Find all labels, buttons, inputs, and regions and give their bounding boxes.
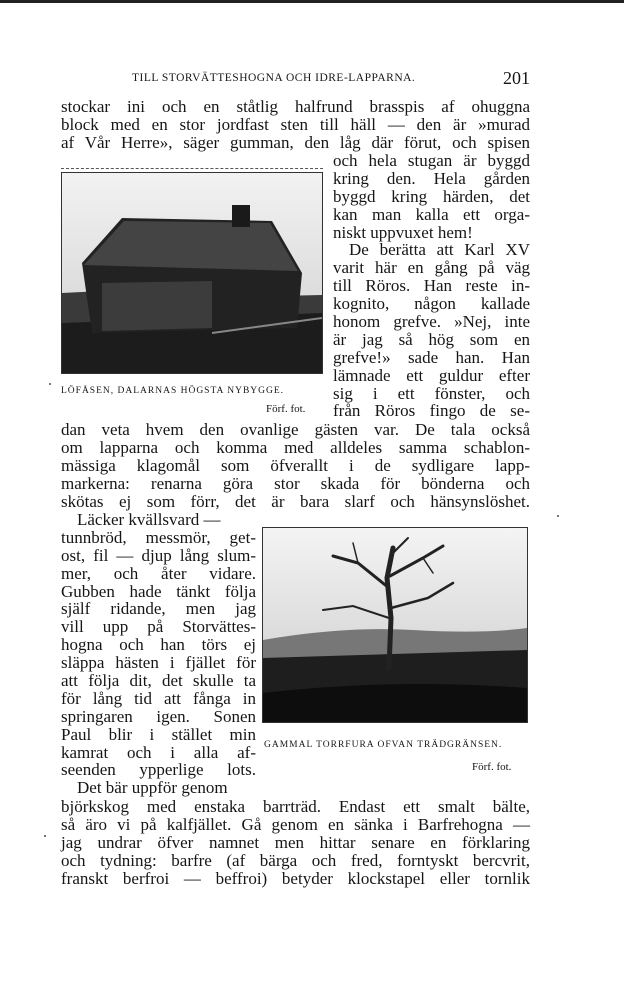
figure2-caption: GAMMAL TORRFURA OFVAN TRÄDGRÄNSEN. — [264, 740, 503, 750]
text-line: björkskog med enstaka barrträd. Endast ett smalt bälte, — [61, 797, 530, 816]
paragraph-bottom — [61, 798, 530, 887]
text-line: för lång tid att fånga in — [61, 688, 256, 708]
text-line: seenden ypperlige lots. — [61, 760, 256, 780]
text-line: så äro vi på kalfjället. Gå genom en sänka i Barfrehogna — — [61, 814, 530, 834]
paragraph-left-column — [61, 511, 256, 797]
text-line: mer, och åter vidare. — [61, 563, 256, 583]
text-line: skötas ej som förr, det är bara slarf och hänsynslöshet. — [61, 491, 530, 511]
text-line: franskt berfroi — beffroi) betyder klockstapel eller tornlik — [61, 868, 530, 888]
text-line: själf ridande, men jag — [61, 599, 256, 619]
figure2-photo-dead-pine — [262, 527, 528, 723]
figure1-caption: LÖFÅSEN, DALARNAS HÖGSTA NYBYGGE. — [61, 386, 285, 396]
text-line: block med en stor jordfast sten till häll — den är »murad — [61, 114, 530, 134]
text-line: Paul blir i stället min — [61, 724, 256, 744]
text-line: vill upp på Storvättes- — [61, 617, 256, 637]
text-line: kring den. Hela gården — [333, 168, 530, 188]
scan-edge-line — [0, 0, 624, 3]
text-line: ost, fil — djup lång slum- — [61, 545, 256, 565]
text-line: grefve!» sade han. Han — [333, 347, 530, 367]
text-line: sig i ett fönster, och — [333, 383, 530, 403]
paragraph-right-column — [333, 152, 530, 420]
figure1-photo-cabin — [61, 172, 323, 374]
text-line: kognito, någon kallade — [333, 294, 530, 314]
figure1-top-rule — [61, 168, 323, 169]
text-line: byggd kring härden, det — [333, 186, 530, 206]
text-line: stockar ini och en ståtlig halfrund brasspis af ohuggna — [61, 97, 530, 116]
text-line: af Vår Herre», säger gumman, den låg där förut, och spisen — [61, 132, 530, 152]
text-line: till Röros. Han reste in- — [333, 276, 530, 296]
text-line: kamrat och i alla af- — [61, 742, 256, 762]
text-line: hogna och han törs ej — [61, 635, 256, 655]
text-line: mässiga klagomål som öfverallt i de sydligare lapp- — [61, 455, 530, 475]
text-line: kan man kalla ett orga- — [333, 204, 530, 224]
scan-speck — [49, 383, 51, 385]
text-line: dan veta hvem den ovanlige gästen var. De tala också — [61, 420, 530, 439]
text-line: varit här en gång på väg — [333, 258, 530, 278]
figure1-credit: Förf. fot. — [266, 403, 306, 415]
text-line: niskt uppvuxet hem! — [333, 222, 473, 242]
scan-speck — [44, 835, 46, 837]
text-line: De berätta att Karl XV — [349, 240, 530, 260]
text-line: honom grefve. »Nej, inte — [333, 312, 530, 332]
paragraph-top — [61, 98, 530, 152]
text-line: och hela stugan är byggd — [333, 151, 530, 170]
text-line: är jag så hög som en — [333, 329, 530, 349]
running-title: TILL STORVÄTTESHOGNA OCH IDRE-LAPPARNA. — [132, 72, 416, 84]
text-line: markerna: renarna göra stor skada för bönderna och — [61, 473, 530, 493]
text-line: från Röros fingo de se- — [333, 401, 530, 421]
text-line: tunnbröd, messmör, get- — [61, 527, 256, 547]
scan-speck — [557, 515, 559, 517]
page-number: 201 — [503, 68, 530, 88]
text-line: Läcker kvällsvard — — [77, 510, 221, 529]
text-line: jag undrar öfver namnet men hittar senare en förklaring — [61, 832, 530, 852]
text-line: att följa dit, det skulle ta — [61, 671, 256, 691]
text-line: om lapparna och komma med alldeles samma schablon- — [61, 437, 530, 457]
paragraph-middle — [61, 421, 530, 510]
text-line: släppa hästen i fjället för — [61, 653, 256, 673]
text-line: springaren igen. Sonen — [61, 706, 256, 726]
text-line: Det bär uppför genom — [77, 778, 228, 798]
text-line: lämnade ett guldur efter — [333, 365, 530, 385]
text-line: och tydning: barfre (af bärga och fred, forntyskt bercvrit, — [61, 850, 530, 870]
figure2-credit: Förf. fot. — [472, 761, 512, 773]
text-line: Gubben hade tänkt följa — [61, 581, 256, 601]
